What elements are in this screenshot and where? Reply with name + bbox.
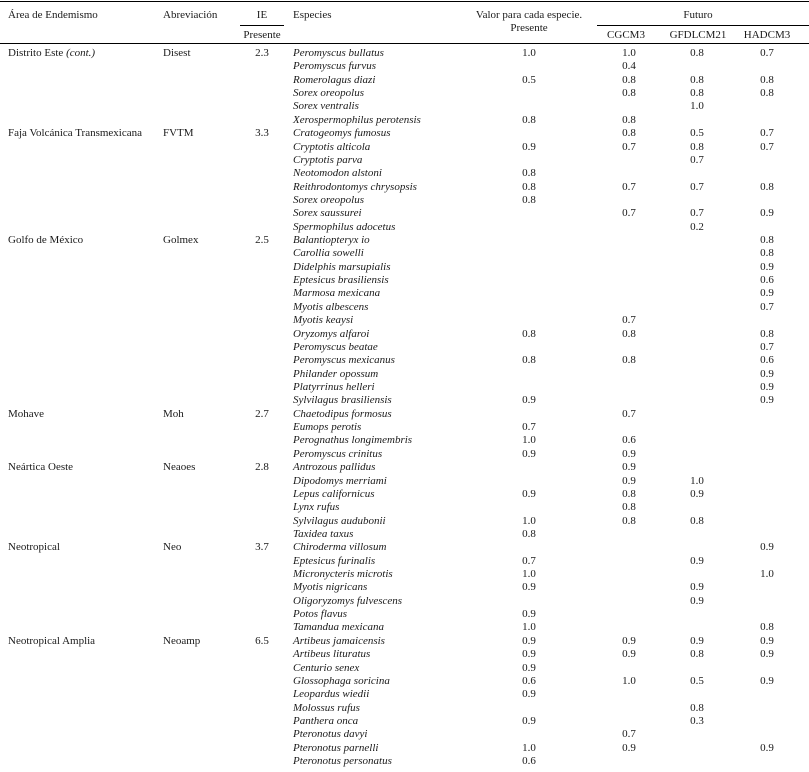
value-presente: 0.5 <box>522 73 536 86</box>
value-hadcm3: 0.7 <box>760 340 774 353</box>
value-cgcm3: 0.7 <box>622 180 636 193</box>
species-name: Eptesicus furinalis <box>293 554 376 567</box>
value-cgcm3: 0.8 <box>622 501 636 514</box>
species-name: Eptesicus brasiliensis <box>293 274 389 287</box>
species-name: Sylvilagus audubonii <box>293 514 386 527</box>
value-cgcm3: 0.7 <box>622 207 636 220</box>
value-gfdlcm21: 0.9 <box>690 554 704 567</box>
value-gfdlcm21: 0.5 <box>690 127 704 140</box>
value-presente: 1.0 <box>522 514 536 527</box>
species-name: Leopardus wiedii <box>293 688 370 701</box>
species-name: Neotomodon alstoni <box>293 167 382 180</box>
species-name: Perognathus longimembris <box>293 434 413 447</box>
species-name: Spermophilus adocetus <box>293 220 396 233</box>
species-name: Platyrrinus helleri <box>293 381 375 393</box>
value-gfdlcm21: 0.7 <box>690 180 704 193</box>
value-presente: 1.0 <box>522 621 536 634</box>
value-cgcm3: 0.9 <box>622 461 636 474</box>
area-ie: 2.3 <box>255 47 269 59</box>
species-name: Eumops perotis <box>293 421 362 434</box>
value-cgcm3: 0.8 <box>622 327 636 340</box>
species-name: Molossus rufus <box>293 701 360 714</box>
value-gfdlcm21: 0.8 <box>690 140 704 153</box>
area-name: Faja Volcánica Transmexicana <box>8 127 143 140</box>
header-gfdlcm21: GFDLCM21 <box>669 29 727 41</box>
value-presente: 0.9 <box>522 634 536 647</box>
species-name: Cryptotis alticola <box>293 140 371 153</box>
value-presente: 0.9 <box>522 688 536 701</box>
species-name: Sylvilagus brasiliensis <box>293 394 392 407</box>
area-name: Neotropical <box>8 541 60 554</box>
species-name: Panthera onca <box>293 715 359 727</box>
area-name: Mohave <box>8 407 45 420</box>
value-presente: 1.0 <box>522 741 536 754</box>
species-name: Xerospermophilus perotensis <box>293 113 421 126</box>
species-name: Pteronotus personatus <box>293 755 392 768</box>
species-name: Artibeus lituratus <box>293 648 371 661</box>
value-cgcm3: 0.9 <box>622 447 636 460</box>
species-name: Philander opossum <box>293 367 379 380</box>
area-abreviacion: Golmex <box>163 234 199 247</box>
value-gfdlcm21: 1.0 <box>690 100 704 113</box>
header-cgcm3: CGCM3 <box>607 29 645 41</box>
value-gfdlcm21: 0.8 <box>690 73 704 86</box>
species-name: Cratogeomys fumosus <box>293 127 391 140</box>
area-ie: 2.7 <box>255 407 269 420</box>
value-cgcm3: 0.7 <box>622 407 636 420</box>
value-gfdlcm21: 0.8 <box>690 47 704 59</box>
value-hadcm3: 0.8 <box>760 247 774 260</box>
area-abreviacion: Neoamp <box>163 634 201 647</box>
area-name: Distrito Este <box>8 47 64 59</box>
area-name: Neotropical Amplia <box>8 634 96 647</box>
species-name: Potos flavus <box>293 608 348 621</box>
value-presente: 0.9 <box>522 447 536 460</box>
value-gfdlcm21: 0.9 <box>690 594 704 607</box>
value-cgcm3: 1.0 <box>622 674 636 687</box>
area-name: Golfo de México <box>8 234 84 247</box>
value-hadcm3: 0.8 <box>760 73 774 86</box>
value-cgcm3: 1.0 <box>622 47 636 59</box>
value-cgcm3: 0.7 <box>622 140 636 153</box>
species-name: Oryzomys alfaroi <box>293 327 370 340</box>
value-hadcm3: 0.9 <box>760 367 774 380</box>
species-name: Peromyscus beatae <box>293 340 378 353</box>
value-hadcm3: 0.8 <box>760 327 774 340</box>
area-name: Neártica Oeste <box>8 461 74 474</box>
header-ie: IE <box>256 9 268 21</box>
value-gfdlcm21: 0.7 <box>690 153 704 166</box>
value-hadcm3: 0.8 <box>760 180 774 193</box>
value-presente: 0.9 <box>522 608 536 621</box>
value-cgcm3: 0.8 <box>622 87 636 100</box>
species-name: Peromyscus bullatus <box>293 47 384 59</box>
value-cgcm3: 0.9 <box>622 634 636 647</box>
area-ie: 6.5 <box>255 634 269 647</box>
value-presente: 0.6 <box>522 674 536 687</box>
species-name: Myotis nigricans <box>293 581 368 594</box>
species-name: Tamandua mexicana <box>293 621 384 634</box>
value-cgcm3: 0.8 <box>622 354 636 367</box>
species-name: Peromyscus furvus <box>293 60 376 73</box>
value-hadcm3: 1.0 <box>760 568 774 581</box>
value-hadcm3: 0.6 <box>760 354 774 367</box>
value-cgcm3: 0.8 <box>622 73 636 86</box>
value-hadcm3: 0.6 <box>760 274 774 287</box>
species-name: Pteronotus davyi <box>293 728 368 741</box>
value-gfdlcm21: 0.9 <box>690 581 704 594</box>
species-name: Didelphis marsupialis <box>293 260 391 273</box>
value-hadcm3: 0.9 <box>760 381 774 393</box>
header-ie-presente: Presente <box>243 29 281 41</box>
header-area: Área de Endemismo <box>8 9 98 21</box>
header-valor: Valor para cada especie. <box>475 9 583 21</box>
value-presente: 0.9 <box>522 581 536 594</box>
area-ie: 2.8 <box>255 461 269 474</box>
value-cgcm3: 0.7 <box>622 314 636 327</box>
header-futuro: Futuro <box>683 9 713 21</box>
value-hadcm3: 0.9 <box>760 287 774 300</box>
species-name: Lynx rufus <box>293 501 340 514</box>
value-presente: 0.8 <box>522 327 536 340</box>
value-hadcm3: 0.9 <box>760 741 774 754</box>
species-name: Cryptotis parva <box>293 153 363 166</box>
species-name: Antrozous pallidus <box>293 461 376 474</box>
ie-underline <box>240 25 284 26</box>
futuro-underline <box>597 25 809 26</box>
value-hadcm3: 0.7 <box>760 47 774 59</box>
value-presente: 0.9 <box>522 394 536 407</box>
species-name: Oligoryzomys fulvescens <box>293 594 403 607</box>
area-abreviacion: Neo <box>163 541 182 554</box>
value-presente: 0.8 <box>522 167 536 180</box>
top-rule <box>0 1 809 2</box>
value-cgcm3: 0.6 <box>622 434 636 447</box>
area-abreviacion: Moh <box>163 407 184 420</box>
value-cgcm3: 0.8 <box>622 127 636 140</box>
value-presente: 0.8 <box>522 180 536 193</box>
value-cgcm3: 0.8 <box>622 514 636 527</box>
value-hadcm3: 0.8 <box>760 234 774 247</box>
value-gfdlcm21: 0.8 <box>690 648 704 661</box>
species-name: Sorex ventralis <box>293 100 359 113</box>
species-name: Dipodomys merriami <box>293 474 387 487</box>
header-abreviacion: Abreviación <box>163 9 218 21</box>
species-name: Lepus californicus <box>293 487 375 500</box>
species-name: Glossophaga soricina <box>293 674 390 687</box>
value-presente: 0.9 <box>522 140 536 153</box>
value-gfdlcm21: 0.7 <box>690 207 704 220</box>
species-name: Chaetodipus formosus <box>293 407 392 420</box>
species-name: Peromyscus crinitus <box>293 447 383 460</box>
value-hadcm3: 0.7 <box>760 127 774 140</box>
value-hadcm3: 0.9 <box>760 674 774 687</box>
species-name: Sorex oreopolus <box>293 87 364 100</box>
header-valor-presente: Presente <box>510 22 548 34</box>
species-name: Carollia sowelli <box>293 247 364 260</box>
area-suffix: (cont.) <box>66 47 96 59</box>
value-presente: 1.0 <box>522 568 536 581</box>
value-hadcm3: 0.9 <box>760 648 774 661</box>
value-presente: 0.9 <box>522 661 536 674</box>
species-name: Pteronotus parnelli <box>293 741 379 754</box>
value-cgcm3: 0.8 <box>622 487 636 500</box>
value-hadcm3: 0.7 <box>760 140 774 153</box>
area-ie: 3.7 <box>255 541 269 554</box>
header-hadcm3: HADCM3 <box>743 29 791 41</box>
species-name: Chiroderma villosum <box>293 541 387 554</box>
value-cgcm3: 0.4 <box>622 60 636 73</box>
value-hadcm3: 0.9 <box>760 541 774 554</box>
value-gfdlcm21: 0.8 <box>690 701 704 714</box>
value-hadcm3: 0.9 <box>760 207 774 220</box>
value-presente: 0.7 <box>522 554 536 567</box>
species-name: Peromyscus mexicanus <box>293 354 395 367</box>
value-gfdlcm21: 0.8 <box>690 87 704 100</box>
area-abreviacion: Disest <box>163 47 191 59</box>
value-presente: 0.8 <box>522 193 536 206</box>
value-hadcm3: 0.7 <box>760 300 774 313</box>
value-cgcm3: 0.9 <box>622 648 636 661</box>
value-hadcm3: 0.9 <box>760 634 774 647</box>
species-name: Sorex saussurei <box>293 207 362 220</box>
value-cgcm3: 0.9 <box>622 474 636 487</box>
header-especies: Especies <box>293 9 332 21</box>
area-ie: 3.3 <box>255 127 269 140</box>
value-gfdlcm21: 0.5 <box>690 674 704 687</box>
value-presente: 0.8 <box>522 527 536 540</box>
species-name: Myotis albescens <box>293 300 369 313</box>
species-name: Centurio senex <box>293 661 360 674</box>
area-cell <box>8 47 95 60</box>
species-name: Myotis keaysi <box>293 314 354 327</box>
species-name: Romerolagus diazi <box>293 73 376 86</box>
value-gfdlcm21: 1.0 <box>690 474 704 487</box>
value-presente: 0.9 <box>522 715 536 727</box>
header-rule <box>0 43 809 44</box>
value-hadcm3: 0.9 <box>760 260 774 273</box>
value-presente: 0.7 <box>522 421 536 434</box>
species-name: Artibeus jamaicensis <box>293 634 385 647</box>
species-name: Micronycteris microtis <box>293 568 393 581</box>
value-hadcm3: 0.9 <box>760 394 774 407</box>
value-presente: 0.9 <box>522 487 536 500</box>
value-gfdlcm21: 0.9 <box>690 487 704 500</box>
value-hadcm3: 0.8 <box>760 621 774 634</box>
value-gfdlcm21: 0.3 <box>690 715 704 727</box>
species-name: Sorex oreopolus <box>293 193 364 206</box>
species-name: Reithrodontomys chrysopsis <box>293 180 417 193</box>
value-gfdlcm21: 0.8 <box>690 514 704 527</box>
value-hadcm3: 0.8 <box>760 87 774 100</box>
value-presente: 0.9 <box>522 648 536 661</box>
value-presente: 1.0 <box>522 47 536 59</box>
species-name: Marmosa mexicana <box>293 287 381 300</box>
value-gfdlcm21: 0.2 <box>690 220 704 233</box>
area-abreviacion: Neaoes <box>163 461 196 474</box>
value-cgcm3: 0.7 <box>622 728 636 741</box>
species-name: Taxidea taxus <box>293 527 354 540</box>
area-ie: 2.5 <box>255 234 269 247</box>
value-presente: 0.8 <box>522 354 536 367</box>
value-gfdlcm21: 0.9 <box>690 634 704 647</box>
value-presente: 1.0 <box>522 434 536 447</box>
area-abreviacion: FVTM <box>163 127 194 140</box>
species-name: Balantiopteryx io <box>293 234 370 247</box>
value-presente: 0.8 <box>522 113 536 126</box>
value-presente: 0.6 <box>522 755 536 768</box>
value-cgcm3: 0.8 <box>622 113 636 126</box>
value-cgcm3: 0.9 <box>622 741 636 754</box>
